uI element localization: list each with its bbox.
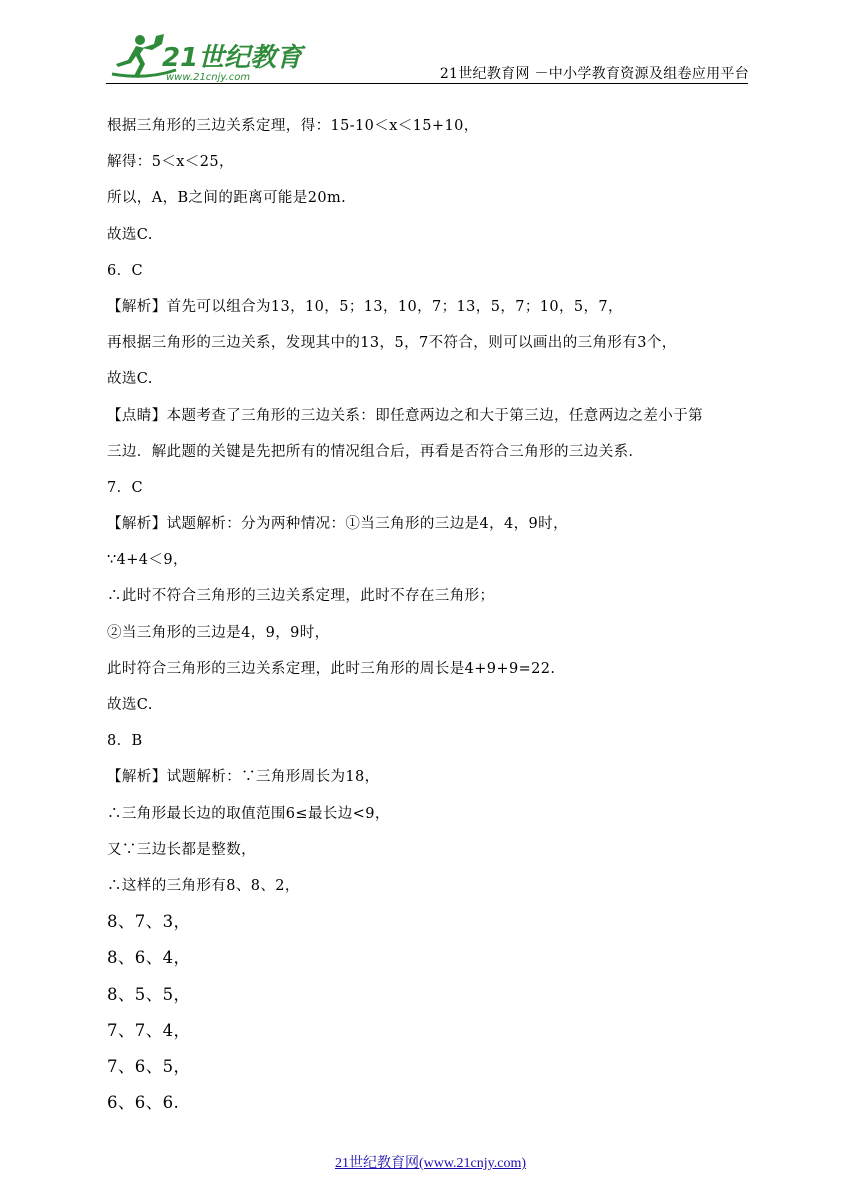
text-line: 故选C. bbox=[107, 226, 153, 243]
header-divider bbox=[106, 83, 748, 84]
text-line: ②当三角形的三边是4，9，9时， bbox=[107, 624, 330, 641]
text-line: 又∵三边长都是整数， bbox=[107, 841, 256, 858]
runner-logo-icon bbox=[106, 30, 306, 86]
site-logo[interactable] bbox=[106, 30, 306, 86]
solution-text bbox=[107, 108, 757, 1121]
footer-site-link[interactable]: 21世纪教育网(www.21cnjy.com) bbox=[334, 1156, 527, 1171]
triangle-combination: 8、7、3， bbox=[107, 912, 191, 932]
text-line: 【解析】试题解析：分为两种情况：①当三角形的三边是4，4，9时， bbox=[107, 516, 568, 533]
question-number: 7．C bbox=[107, 479, 144, 496]
page-header bbox=[0, 0, 861, 95]
text-line: 此时符合三角形的三边关系定理，此时三角形的周长是4+9+9=22. bbox=[107, 660, 556, 677]
text-line: 【解析】试题解析：∵三角形周长为18， bbox=[107, 769, 380, 786]
question-number: 8．B bbox=[107, 733, 143, 750]
text-line: 再根据三角形的三边关系，发现其中的13，5，7不符合，则可以画出的三角形有3个， bbox=[107, 335, 677, 352]
triangle-combination: 6、6、6. bbox=[107, 1093, 180, 1113]
site-tagline: 21世纪教育网 －中小学教育资源及组卷应用平台 bbox=[439, 66, 749, 82]
text-line: 【解析】首先可以组合为13，10，5；13，10，7；13，5，7；10，5，7， bbox=[107, 298, 623, 315]
text-line: 【点睛】本题考查了三角形的三边关系：即任意两边之和大于第三边，任意两边之差小于第 bbox=[107, 407, 703, 424]
text-line: ∵4+4＜9， bbox=[107, 552, 188, 569]
page-footer bbox=[0, 1152, 861, 1172]
text-line: 三边．解此题的关键是先把所有的情况组合后，再看是否符合三角形的三边关系． bbox=[107, 443, 644, 460]
text-line: 故选C. bbox=[107, 697, 153, 713]
text-line: 故选C. bbox=[107, 371, 153, 388]
text-line: ∴三角形最长边的取值范围6≤最长边<9， bbox=[107, 805, 390, 822]
question-number: 6．C bbox=[107, 262, 144, 279]
triangle-combination: 7、7、4， bbox=[107, 1020, 191, 1040]
text-line: ∴此时不符合三角形的三边关系定理，此时不存在三角形； bbox=[107, 588, 495, 605]
triangle-combination: 7、6、5， bbox=[107, 1056, 191, 1076]
text-line: 所以，A，B之间的距离可能是20m. bbox=[107, 190, 347, 207]
triangle-combination: 8、6、4， bbox=[107, 948, 191, 968]
svg-text:www.21cnjy.com: www.21cnjy.com bbox=[166, 72, 251, 83]
text-line: 根据三角形的三边关系定理，得：15-10＜x＜15+10， bbox=[107, 118, 479, 134]
text-line: 解得：5＜x＜25， bbox=[107, 154, 234, 171]
svg-text:21世纪教育: 21世纪教育 bbox=[162, 43, 303, 73]
text-line: ∴这样的三角形有8、8、2， bbox=[107, 877, 300, 894]
triangle-combination: 8、5、5， bbox=[107, 984, 191, 1004]
